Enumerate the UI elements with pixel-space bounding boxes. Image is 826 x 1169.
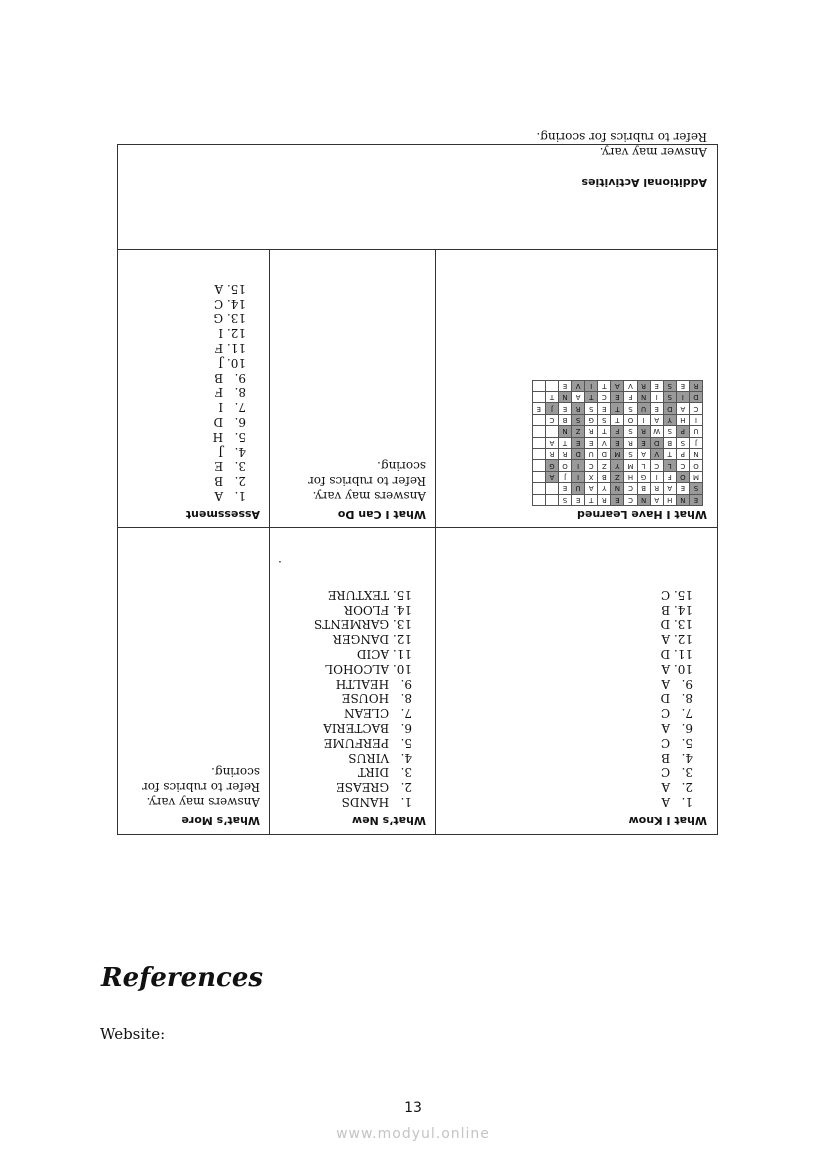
list-item: 3. C	[660, 765, 693, 780]
whats-more-text-3: scoring.	[211, 765, 260, 780]
grid-letter: J	[558, 471, 571, 482]
grid-letter: O	[676, 471, 689, 482]
list-item: 5. H	[212, 429, 246, 444]
grid-letter: E	[532, 403, 545, 414]
list-item: 14. C	[213, 296, 246, 311]
list-item: 10. J	[218, 355, 246, 370]
grid-letter: D	[663, 403, 676, 414]
grid-letter	[545, 426, 558, 437]
list-item: 7. CLEAN	[344, 706, 412, 721]
grid-letter: H	[624, 471, 637, 482]
grid-letter	[532, 426, 545, 437]
grid-letter: T	[585, 392, 598, 403]
grid-letter: S	[689, 483, 702, 494]
grid-letter: A	[545, 437, 558, 448]
grid-letter: S	[585, 403, 598, 414]
what-i-know-list	[446, 587, 707, 809]
grid-letter: E	[611, 392, 624, 403]
grid-letter: R	[545, 449, 558, 460]
grid-letter: N	[637, 392, 650, 403]
grid-letter: N	[558, 426, 571, 437]
list-item: 14. B	[661, 602, 693, 617]
additional-activities-cell	[116, 130, 717, 250]
grid-letter	[532, 483, 545, 494]
grid-letter: S	[676, 437, 689, 448]
grid-letter: E	[572, 437, 585, 448]
grid-letter: C	[676, 460, 689, 471]
what-i-can-do-cell	[270, 250, 436, 528]
grid-letter: E	[611, 494, 624, 505]
list-item: 6. D	[213, 415, 246, 430]
grid-letter: A	[663, 483, 676, 494]
list-item: 14. FLOOR	[344, 602, 412, 617]
grid-letter: N	[558, 392, 571, 403]
grid-letter: Z	[572, 426, 585, 437]
list-item: 9. HEALTH	[335, 676, 412, 691]
list-item: 11. ACID	[356, 647, 412, 662]
list-item: 4. J	[218, 444, 246, 459]
website-label: Website:	[100, 1025, 166, 1043]
grid-letter: V	[572, 380, 585, 391]
grid-letter: T	[611, 403, 624, 414]
grid-letter	[532, 380, 545, 391]
grid-letter: C	[689, 403, 702, 414]
grid-letter: E	[598, 403, 611, 414]
grid-letter: M	[624, 460, 637, 471]
grid-row	[532, 426, 702, 437]
grid-letter: S	[663, 380, 676, 391]
list-item: 11. D	[660, 647, 693, 662]
grid-letter: A	[676, 403, 689, 414]
grid-letter: F	[611, 426, 624, 437]
grid-letter: R	[637, 380, 650, 391]
grid-letter: J	[545, 403, 558, 414]
grid-letter: C	[598, 392, 611, 403]
assessment-list	[126, 281, 260, 503]
grid-letter: Z	[611, 471, 624, 482]
grid-letter: N	[611, 483, 624, 494]
grid-letter: I	[637, 414, 650, 425]
grid-letter: C	[545, 414, 558, 425]
grid-letter: M	[611, 449, 624, 460]
grid-letter: R	[585, 426, 598, 437]
list-item: 2. GREASE	[336, 780, 412, 795]
grid-letter: T	[598, 426, 611, 437]
list-item: 5. PERFUME	[323, 735, 412, 750]
list-item: 3. E	[214, 459, 246, 474]
grid-letter: B	[558, 414, 571, 425]
additional-activities-text-1: Answer may vary.	[599, 145, 707, 159]
references-heading: References	[101, 963, 264, 993]
word-search-grid	[532, 380, 703, 506]
list-item: 7. C	[660, 706, 693, 721]
grid-letter: N	[676, 494, 689, 505]
grid-letter: T	[558, 437, 571, 448]
grid-letter: N	[689, 449, 702, 460]
grid-row	[532, 471, 702, 482]
grid-letter: C	[624, 494, 637, 505]
grid-letter: P	[676, 426, 689, 437]
grid-letter: A	[650, 414, 663, 425]
grid-letter: V	[598, 437, 611, 448]
grid-letter: E	[650, 380, 663, 391]
grid-letter: I	[650, 392, 663, 403]
list-item: 8. F	[214, 385, 246, 400]
grid-letter: R	[598, 494, 611, 505]
list-item: 12. DANGER	[332, 632, 412, 647]
list-item: 9. A	[661, 676, 693, 691]
what-i-can-do-text-1: Answers may vary.	[312, 489, 426, 503]
grid-letter: G	[637, 471, 650, 482]
grid-letter: O	[689, 460, 702, 471]
grid-letter	[532, 392, 545, 403]
what-i-can-do-text-3: scoring.	[377, 459, 426, 474]
list-item: 15. TEXTURE	[327, 587, 412, 602]
list-item: 12. A	[661, 632, 693, 647]
grid-letter: S	[558, 494, 571, 505]
grid-letter: R	[637, 426, 650, 437]
list-item: 4. VIRUS	[348, 750, 412, 765]
list-item: 6. BACTERIA	[323, 721, 412, 736]
list-item: 8. D	[660, 691, 693, 706]
grid-letter: G	[585, 414, 598, 425]
grid-letter: D	[572, 449, 585, 460]
grid-letter: D	[598, 449, 611, 460]
grid-letter: X	[585, 471, 598, 482]
stray-dot: .	[278, 558, 282, 572]
list-item: 4. B	[661, 750, 693, 765]
grid-letter: I	[650, 471, 663, 482]
grid-letter: I	[676, 392, 689, 403]
grid-row	[532, 449, 702, 460]
assessment-cell	[116, 250, 270, 528]
grid-letter: S	[572, 414, 585, 425]
grid-letter: G	[545, 460, 558, 471]
grid-letter: E	[558, 483, 571, 494]
list-item: 5. C	[660, 735, 693, 750]
list-item: 13. D	[660, 617, 693, 632]
additional-activities-title: Additional Activities	[581, 176, 707, 189]
list-item: 2. B	[214, 474, 246, 489]
grid-row	[532, 494, 702, 505]
grid-letter: S	[663, 426, 676, 437]
grid-letter: N	[637, 494, 650, 505]
grid-letter: E	[611, 437, 624, 448]
grid-letter: R	[558, 449, 571, 460]
list-item: 13. GARMENTS	[314, 617, 412, 632]
grid-letter: E	[558, 403, 571, 414]
watermark: www.modyul.online	[336, 1126, 490, 1142]
grid-row	[532, 483, 702, 494]
grid-letter: E	[689, 494, 702, 505]
grid-letter	[532, 471, 545, 482]
list-item: 13. G	[213, 311, 246, 326]
grid-letter	[532, 414, 545, 425]
grid-letter: E	[650, 403, 663, 414]
grid-letter: T	[545, 392, 558, 403]
grid-row	[532, 414, 702, 425]
grid-letter: E	[585, 437, 598, 448]
grid-letter	[532, 460, 545, 471]
grid-letter: C	[585, 460, 598, 471]
grid-letter	[545, 380, 558, 391]
grid-letter: S	[624, 449, 637, 460]
grid-letter: H	[676, 414, 689, 425]
grid-letter: B	[598, 471, 611, 482]
whats-more-text-1: Answers may vary.	[146, 795, 260, 809]
grid-letter: S	[624, 403, 637, 414]
list-item: 12. I	[218, 326, 246, 341]
grid-letter	[532, 494, 545, 505]
grid-letter: D	[650, 437, 663, 448]
grid-letter: M	[689, 471, 702, 482]
grid-letter: I	[689, 414, 702, 425]
grid-letter: Y	[598, 483, 611, 494]
grid-letter: R	[689, 380, 702, 391]
grid-letter: S	[663, 392, 676, 403]
grid-letter: I	[572, 460, 585, 471]
whats-new-list	[280, 587, 426, 809]
grid-letter: T	[611, 414, 624, 425]
whats-new-title: What’s New	[351, 814, 426, 827]
grid-letter	[545, 494, 558, 505]
grid-letter: L	[637, 460, 650, 471]
grid-letter: Z	[598, 460, 611, 471]
list-item: 1. HANDS	[341, 795, 412, 809]
what-i-can-do-text-2: Refer to rubrics for	[308, 474, 426, 489]
grid-letter	[532, 449, 545, 460]
list-item: 1. A	[214, 489, 246, 503]
grid-letter: I	[585, 380, 598, 391]
grid-letter: E	[572, 494, 585, 505]
what-i-have-learned-title: What I Have Learned	[577, 508, 707, 521]
grid-row	[532, 460, 702, 471]
grid-letter: A	[637, 449, 650, 460]
grid-letter: R	[650, 483, 663, 494]
whats-new-cell	[270, 528, 436, 834]
grid-letter: W	[650, 426, 663, 437]
grid-letter: C	[650, 460, 663, 471]
grid-letter: J	[689, 437, 702, 448]
grid-letter: S	[624, 426, 637, 437]
grid-letter: U	[689, 426, 702, 437]
grid-letter: U	[585, 449, 598, 460]
grid-letter: T	[585, 494, 598, 505]
list-item: 10. ALCOHOL	[325, 661, 412, 676]
grid-letter: P	[676, 449, 689, 460]
grid-letter: F	[663, 471, 676, 482]
grid-letter: O	[624, 414, 637, 425]
grid-letter: U	[572, 483, 585, 494]
whats-more-text-2: Refer to rubrics for	[142, 780, 260, 795]
grid-letter: A	[572, 392, 585, 403]
grid-letter: D	[689, 392, 702, 403]
list-item: 6. A	[661, 721, 693, 736]
additional-activities-text-2: Refer to rubrics for scoring.	[536, 130, 707, 145]
grid-letter: I	[572, 471, 585, 482]
what-i-can-do-title: What I Can Do	[337, 508, 426, 521]
answer-key-table	[117, 130, 718, 835]
grid-letter: T	[663, 449, 676, 460]
list-item: 2. A	[661, 780, 693, 795]
list-item: 1. A	[661, 795, 693, 809]
list-item: 7. I	[218, 400, 246, 415]
list-item: 15. C	[660, 587, 693, 602]
list-item: 8. HOUSE	[341, 691, 412, 706]
whats-more-title: What’s More	[181, 814, 260, 827]
assessment-title: Assessment	[185, 508, 260, 521]
grid-letter: U	[637, 403, 650, 414]
grid-letter: H	[663, 494, 676, 505]
grid-letter: O	[558, 460, 571, 471]
list-item: 15. A	[214, 281, 246, 296]
grid-row	[532, 437, 702, 448]
grid-letter: B	[663, 437, 676, 448]
grid-letter: E	[558, 380, 571, 391]
list-item: 11. F	[214, 341, 246, 356]
grid-letter	[532, 437, 545, 448]
grid-letter: E	[637, 437, 650, 448]
grid-letter: R	[624, 437, 637, 448]
grid-letter: E	[676, 380, 689, 391]
grid-row	[532, 403, 702, 414]
grid-letter: Y	[611, 460, 624, 471]
grid-letter: V	[650, 449, 663, 460]
grid-letter: Y	[663, 414, 676, 425]
page-number: 13	[404, 1100, 422, 1116]
grid-letter: B	[637, 483, 650, 494]
grid-letter: C	[624, 483, 637, 494]
grid-letter: F	[624, 392, 637, 403]
grid-letter: A	[611, 380, 624, 391]
grid-letter: A	[585, 483, 598, 494]
list-item: 9. B	[214, 370, 246, 385]
what-i-know-cell	[436, 528, 717, 834]
grid-row	[532, 380, 702, 391]
grid-letter: T	[598, 380, 611, 391]
grid-row	[532, 392, 702, 403]
grid-letter: S	[598, 414, 611, 425]
grid-letter: A	[650, 494, 663, 505]
grid-letter	[545, 483, 558, 494]
list-item: 3. DIRT	[357, 765, 412, 780]
grid-letter: L	[663, 460, 676, 471]
what-i-have-learned-cell	[436, 250, 717, 528]
whats-more-cell	[116, 528, 270, 834]
grid-letter: E	[676, 483, 689, 494]
grid-letter: V	[624, 380, 637, 391]
grid-letter: R	[572, 403, 585, 414]
what-i-know-title: What I Know	[628, 814, 707, 827]
list-item: 10. A	[661, 661, 693, 676]
grid-letter: A	[545, 471, 558, 482]
